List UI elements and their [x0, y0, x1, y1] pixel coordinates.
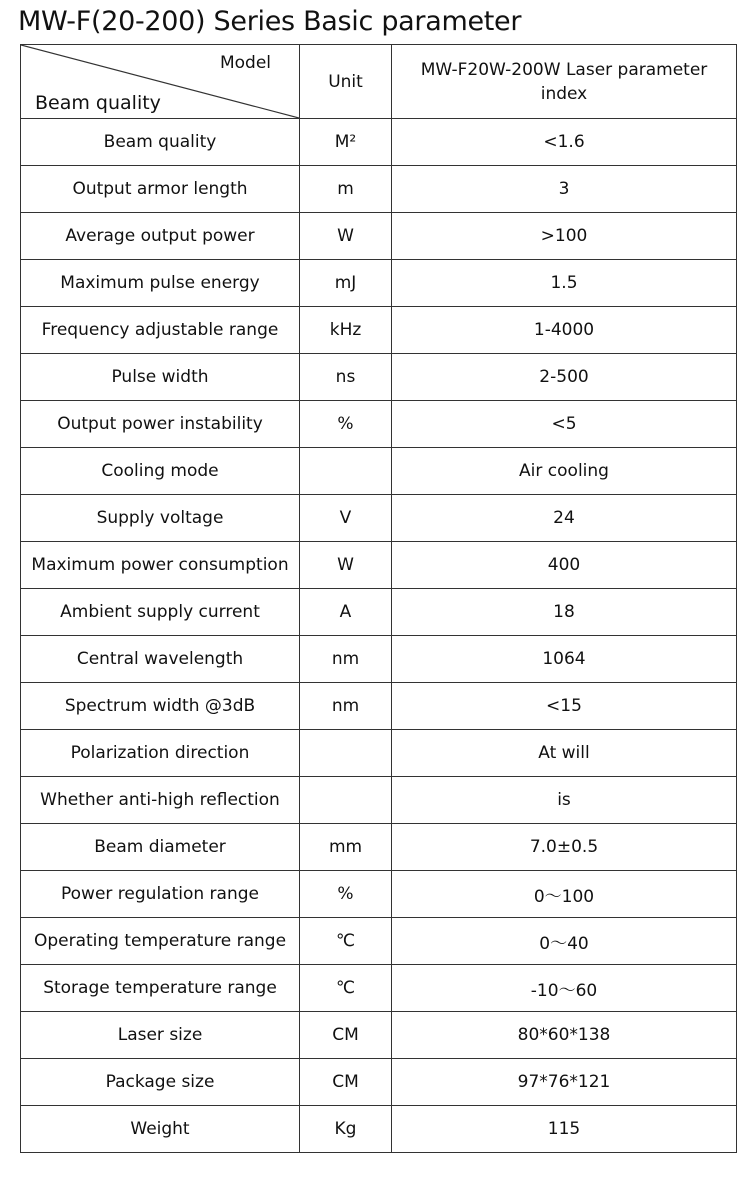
value-cell: <15 [392, 683, 737, 730]
unit-cell: kHz [300, 307, 392, 354]
value-cell: 2-500 [392, 354, 737, 401]
unit-cell: ℃ [300, 965, 392, 1012]
parameter-cell: Ambient supply current [21, 589, 300, 636]
value-cell: 3 [392, 166, 737, 213]
unit-cell: M² [300, 119, 392, 166]
value-cell: 0～100 [392, 871, 737, 918]
value-cell: 80*60*138 [392, 1012, 737, 1059]
table-row [21, 1059, 737, 1106]
value-cell: 7.0±0.5 [392, 824, 737, 871]
unit-cell: m [300, 166, 392, 213]
value-cell: 18 [392, 589, 737, 636]
unit-cell: A [300, 589, 392, 636]
parameter-cell: Average output power [21, 213, 300, 260]
table-row [21, 918, 737, 965]
value-cell: 1-4000 [392, 307, 737, 354]
diagonal-header-cell [21, 45, 300, 119]
table-row [21, 777, 737, 824]
table-row [21, 119, 737, 166]
value-cell: Air cooling [392, 448, 737, 495]
unit-cell: mm [300, 824, 392, 871]
unit-cell: W [300, 542, 392, 589]
table-row [21, 448, 737, 495]
table-row [21, 730, 737, 777]
value-cell: 1064 [392, 636, 737, 683]
unit-cell: Kg [300, 1106, 392, 1153]
parameter-cell: Whether anti-high reflection [21, 777, 300, 824]
value-cell: >100 [392, 213, 737, 260]
unit-cell: V [300, 495, 392, 542]
value-cell: <5 [392, 401, 737, 448]
table-row [21, 824, 737, 871]
table-row [21, 871, 737, 918]
unit-cell: nm [300, 683, 392, 730]
value-cell: 115 [392, 1106, 737, 1153]
parameter-cell: Maximum pulse energy [21, 260, 300, 307]
parameter-cell: Beam diameter [21, 824, 300, 871]
unit-header: Unit [300, 45, 392, 119]
index-header-label: MW-F20W-200W Laser parameter index [420, 59, 708, 104]
parameter-cell: Beam quality [21, 119, 300, 166]
index-header [392, 45, 737, 119]
table-row [21, 260, 737, 307]
table-row [21, 1106, 737, 1153]
parameter-cell: Package size [21, 1059, 300, 1106]
table-row [21, 495, 737, 542]
table-row [21, 354, 737, 401]
parameter-cell: Frequency adjustable range [21, 307, 300, 354]
model-label: Model [219, 53, 271, 73]
beam-quality-header-label: Beam quality [35, 92, 161, 114]
unit-cell: % [300, 871, 392, 918]
parameter-cell: Weight [21, 1106, 300, 1153]
unit-cell: W [300, 213, 392, 260]
parameter-cell: Pulse width [21, 354, 300, 401]
value-cell: 97*76*121 [392, 1059, 737, 1106]
value-cell: 1.5 [392, 260, 737, 307]
unit-cell [300, 777, 392, 824]
parameter-table [20, 44, 737, 1153]
unit-cell [300, 448, 392, 495]
unit-cell: CM [300, 1012, 392, 1059]
parameter-cell: Central wavelength [21, 636, 300, 683]
value-cell: 400 [392, 542, 737, 589]
table-row [21, 307, 737, 354]
unit-cell: mJ [300, 260, 392, 307]
table-row [21, 683, 737, 730]
table-header-row [21, 45, 737, 119]
table-row [21, 542, 737, 589]
table-row [21, 589, 737, 636]
parameter-cell: Cooling mode [21, 448, 300, 495]
value-cell: -10～60 [392, 965, 737, 1012]
unit-cell [300, 730, 392, 777]
parameter-cell: Supply voltage [21, 495, 300, 542]
parameter-cell: Operating temperature range [21, 918, 300, 965]
parameter-cell: Storage temperature range [21, 965, 300, 1012]
parameter-cell: Laser size [21, 1012, 300, 1059]
parameter-cell: Spectrum width @3dB [21, 683, 300, 730]
table-row [21, 1012, 737, 1059]
page-title: MW-F(20-200) Series Basic parameter [18, 6, 522, 37]
table-row [21, 965, 737, 1012]
table-row [21, 401, 737, 448]
value-cell: At will [392, 730, 737, 777]
unit-cell: CM [300, 1059, 392, 1106]
unit-cell: ns [300, 354, 392, 401]
parameter-cell: Power regulation range [21, 871, 300, 918]
table-row [21, 636, 737, 683]
parameter-cell: Output armor length [21, 166, 300, 213]
unit-cell: % [300, 401, 392, 448]
parameter-cell: Polarization direction [21, 730, 300, 777]
value-cell: 24 [392, 495, 737, 542]
value-cell: <1.6 [392, 119, 737, 166]
table-row [21, 166, 737, 213]
value-cell: 0～40 [392, 918, 737, 965]
unit-cell: ℃ [300, 918, 392, 965]
unit-cell: nm [300, 636, 392, 683]
parameter-cell: Maximum power consumption [21, 542, 300, 589]
parameter-cell: Output power instability [21, 401, 300, 448]
table-row [21, 213, 737, 260]
value-cell: is [392, 777, 737, 824]
